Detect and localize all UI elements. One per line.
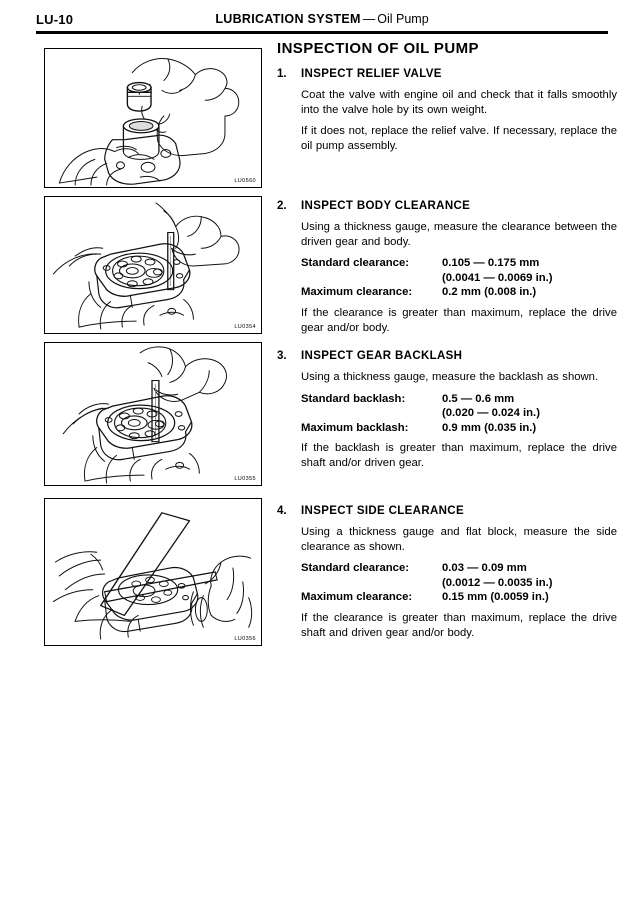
paragraph: Using a thickness gauge, measure the backlash as shown. — [301, 371, 599, 383]
spec-label: Standard backlash: — [301, 392, 406, 405]
section-body — [301, 370, 617, 471]
section-body — [301, 88, 617, 153]
figure-side-clearance — [44, 498, 262, 646]
spec-value: 0.9 mm (0.035 in.) — [442, 421, 537, 434]
section-heading: INSPECT BODY CLEARANCE — [301, 200, 471, 212]
spec-label: Maximum clearance: — [301, 591, 413, 604]
figure-id-label: LU0355 — [234, 476, 256, 482]
figure-body-clearance — [44, 196, 262, 334]
spec-value: (0.0041 — 0.0069 in.) — [442, 271, 553, 284]
page-header — [36, 12, 608, 32]
section-number: 2. — [277, 200, 287, 212]
figure-body-clearance-drawing — [45, 197, 261, 333]
spec-value: (0.0012 — 0.0035 in.) — [442, 576, 553, 589]
figure-relief-valve — [44, 48, 262, 188]
spec-value: 0.2 mm (0.008 in.) — [442, 286, 537, 299]
spec-row — [301, 406, 617, 421]
figure-relief-valve-drawing — [45, 49, 261, 187]
page-title: INSPECTION OF OIL PUMP — [277, 40, 479, 57]
header-subject: Oil Pump — [377, 12, 429, 26]
paragraph: If it does not, replace the relief valve. If necessary, replace the oil pump assembly. — [301, 125, 617, 152]
spec-label: Maximum clearance: — [301, 286, 413, 299]
spec-value: 0.03 — 0.09 mm — [442, 562, 527, 575]
figure-id-label: LU0560 — [234, 178, 256, 184]
spec-row — [301, 256, 617, 271]
spec-row — [301, 576, 617, 591]
figure-id-label: LU0354 — [234, 324, 256, 330]
section-heading: INSPECT SIDE CLEARANCE — [301, 505, 464, 517]
header-dash: — — [362, 12, 376, 26]
paragraph: Using a thickness gauge and flat block, measure the side clearance as shown. — [301, 526, 617, 553]
header-divider-rule — [36, 31, 608, 34]
spec-label: Maximum backlash: — [301, 421, 409, 434]
spec-row — [301, 271, 617, 286]
spec-label: Standard clearance: — [301, 257, 409, 270]
section-heading: INSPECT GEAR BACKLASH — [301, 350, 463, 362]
spec-value: (0.020 — 0.024 in.) — [442, 407, 540, 420]
closing-paragraph: If the clearance is greater than maximum, replace the drive gear and/or body. — [301, 306, 617, 334]
closing-paragraph: If the backlash is greater than maximum, replace the drive shaft and/or driven gear. — [301, 442, 617, 469]
spec-label: Standard clearance: — [301, 562, 409, 575]
figure-side-clearance-drawing — [45, 499, 261, 645]
spec-table — [301, 561, 617, 605]
section-number: 3. — [277, 350, 287, 362]
section-body — [301, 525, 617, 640]
spec-row — [301, 392, 617, 407]
paragraph: Coat the valve with engine oil and check that it falls smoothly into the valve hole by its own weight. — [301, 89, 617, 116]
section-heading: INSPECT RELIEF VALVE — [301, 68, 442, 80]
section-body — [301, 220, 617, 335]
spec-table — [301, 392, 617, 436]
spec-row — [301, 561, 617, 576]
spec-value: 0.15 mm (0.0059 in.) — [442, 591, 549, 604]
page-number: LU-10 — [36, 12, 74, 27]
section-number: 4. — [277, 505, 287, 517]
spec-value: 0.5 — 0.6 mm — [442, 392, 515, 405]
figure-id-label: LU0356 — [234, 636, 256, 642]
header-system-name: LUBRICATION SYSTEM — [215, 12, 361, 26]
paragraph: Using a thickness gauge, measure the clearance between the driven gear and body. — [301, 221, 617, 248]
figure-gear-backlash-drawing — [45, 343, 261, 485]
spec-table — [301, 256, 617, 300]
closing-paragraph: If the clearance is greater than maximum, replace the drive shaft and driven gear and/or body. — [301, 611, 617, 639]
spec-row — [301, 590, 617, 605]
spec-row — [301, 285, 617, 300]
header-title — [36, 12, 608, 26]
spec-row — [301, 421, 617, 436]
spec-value: 0.105 — 0.175 mm — [442, 257, 540, 270]
section-number: 1. — [277, 68, 287, 80]
figure-gear-backlash — [44, 342, 262, 486]
